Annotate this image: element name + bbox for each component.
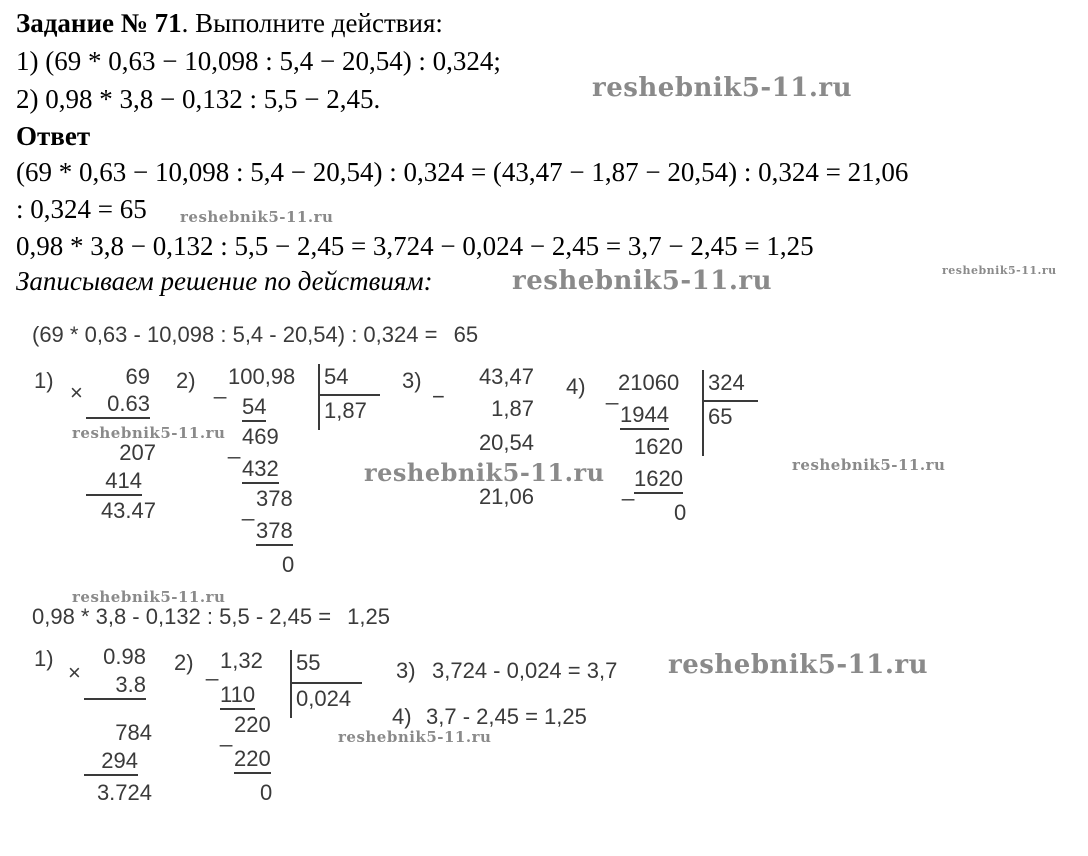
task-expression-1: 1) (69 * 0,63 − 10,098 : 5,4 − 20,54) : 0,324; (16, 46, 501, 76)
w1-s1-row: 207 (119, 440, 156, 465)
w1-s4-dividend: 21060 (618, 370, 680, 395)
work1-result: 65 (453, 322, 479, 347)
w1-s4-step: 1620 (634, 466, 683, 494)
minus-sign: _ (228, 434, 241, 459)
w1-s3-row: 1,87 (491, 396, 534, 421)
w1-s1-row: 69 (125, 364, 150, 389)
minus-sign: _ (622, 476, 635, 501)
w2-s1-row: 0.98 (103, 644, 146, 669)
w1-s1-label: 1) (34, 368, 54, 393)
work1-header (32, 322, 478, 348)
watermark: reshebnik5-11.ru (942, 264, 1057, 277)
w2-s2-quotient: 0,024 (296, 686, 352, 711)
w2-s1-label: 1) (34, 646, 54, 671)
w2-s2-step: 220 (234, 746, 271, 774)
w1-s3-row: 21,06 (478, 484, 534, 509)
answer-line-3: 0,98 * 3,8 − 0,132 : 5,5 − 2,45 = 3,724 − 0,024 − 2,45 = 3,7 − 2,45 = 1,25 (16, 231, 814, 261)
watermark: reshebnik5-11.ru (180, 208, 334, 226)
w1-s2-dividend: 100,98 (228, 364, 296, 389)
w2-s1-row: 784 (115, 720, 152, 745)
w2-s2-step: 0 (260, 780, 273, 805)
work1-expression: (69 * 0,63 - 10,098 : 5,4 - 20,54) : 0,324 = (32, 322, 438, 347)
division-bar (290, 650, 292, 718)
w2-s1-op: × (68, 660, 81, 685)
division-bar (290, 682, 362, 684)
w2-s3-text: 3,724 - 0,024 = 3,7 (432, 658, 618, 683)
w1-s1-row: 43.47 (100, 498, 156, 523)
w1-s3-row: 43,47 (478, 364, 534, 389)
task-expression-2: 2) 0,98 * 3,8 − 0,132 : 5,5 − 2,45. (16, 84, 381, 114)
task-instruction: . Выполните действия: (181, 8, 443, 38)
work2-expression: 0,98 * 3,8 - 0,132 : 5,5 - 2,45 = (32, 604, 332, 629)
minus-sign: _ (214, 374, 227, 399)
w1-s2-step: 378 (256, 518, 293, 546)
work2-header (32, 604, 390, 630)
w2-s1-row: 294 (84, 748, 138, 776)
w2-s2-divisor: 55 (296, 650, 321, 675)
w2-s2-label: 2) (174, 650, 194, 675)
division-bar (702, 400, 758, 402)
minus-sign: _ (606, 380, 619, 405)
division-bar (318, 394, 380, 396)
w2-s1-row: 3.724 (96, 780, 152, 805)
w1-s1-op: × (70, 380, 83, 405)
watermark: reshebnik5-11.ru (364, 458, 605, 487)
w1-s2-quotient: 1,87 (324, 398, 367, 423)
w1-s3-row: 20,54 (478, 430, 534, 455)
w1-s2-step: 378 (256, 486, 293, 511)
task-number: Задание № 71 (16, 8, 182, 38)
minus-sign: _ (220, 722, 233, 747)
minus-sign: _ (206, 656, 219, 681)
w2-s4-text: 3,7 - 2,45 = 1,25 (426, 704, 587, 729)
watermark: reshebnik5-11.ru (512, 266, 773, 296)
division-bar (318, 364, 320, 430)
w1-s4-step: 0 (674, 500, 687, 525)
w2-s3-label: 3) (396, 658, 416, 683)
w1-s1-row: 414 (86, 468, 142, 496)
division-bar (702, 370, 704, 456)
w1-s3-op: − (432, 384, 445, 409)
w1-s4-divisor: 324 (708, 370, 745, 395)
task-title (16, 8, 443, 38)
w2-s1-row: 3.8 (84, 672, 146, 700)
w1-s2-step: 54 (242, 394, 266, 422)
w1-s4-label: 4) (566, 374, 586, 399)
answer-line-4: Записываем решение по действиям: (16, 266, 433, 296)
w2-s2-step: 110 (220, 682, 255, 710)
minus-sign: _ (242, 496, 255, 521)
watermark: reshebnik5-11.ru (72, 424, 226, 442)
w1-s4-step: 1620 (634, 434, 683, 459)
answer-line-2: : 0,324 = 65 (16, 194, 147, 224)
w1-s2-step: 0 (282, 552, 295, 577)
w1-s2-step: 469 (242, 424, 279, 449)
w2-s2-dividend: 1,32 (220, 648, 263, 673)
watermark: reshebnik5-11.ru (338, 728, 492, 746)
answer-line-1: (69 * 0,63 − 10,098 : 5,4 − 20,54) : 0,324 = (43,47 − 1,87 − 20,54) : 0,324 = 21,06 (16, 157, 909, 187)
w1-s2-label: 2) (176, 368, 196, 393)
w1-s2-step: 432 (242, 456, 279, 484)
w1-s1-row: 0.63 (86, 391, 150, 419)
watermark: reshebnik5-11.ru (72, 588, 226, 606)
w1-s4-quotient: 65 (708, 404, 733, 429)
w2-s4-label: 4) (392, 704, 412, 729)
watermark: reshebnik5-11.ru (792, 456, 946, 474)
work2-result: 1,25 (347, 604, 390, 629)
w1-s2-divisor: 54 (324, 364, 349, 389)
watermark: reshebnik5-11.ru (592, 73, 853, 103)
watermark: reshebnik5-11.ru (668, 650, 929, 680)
w2-s2-step: 220 (234, 712, 271, 737)
w1-s4-step: 1944 (620, 402, 669, 430)
answer-heading: Ответ (16, 121, 91, 151)
w1-s3-label: 3) (402, 368, 422, 393)
